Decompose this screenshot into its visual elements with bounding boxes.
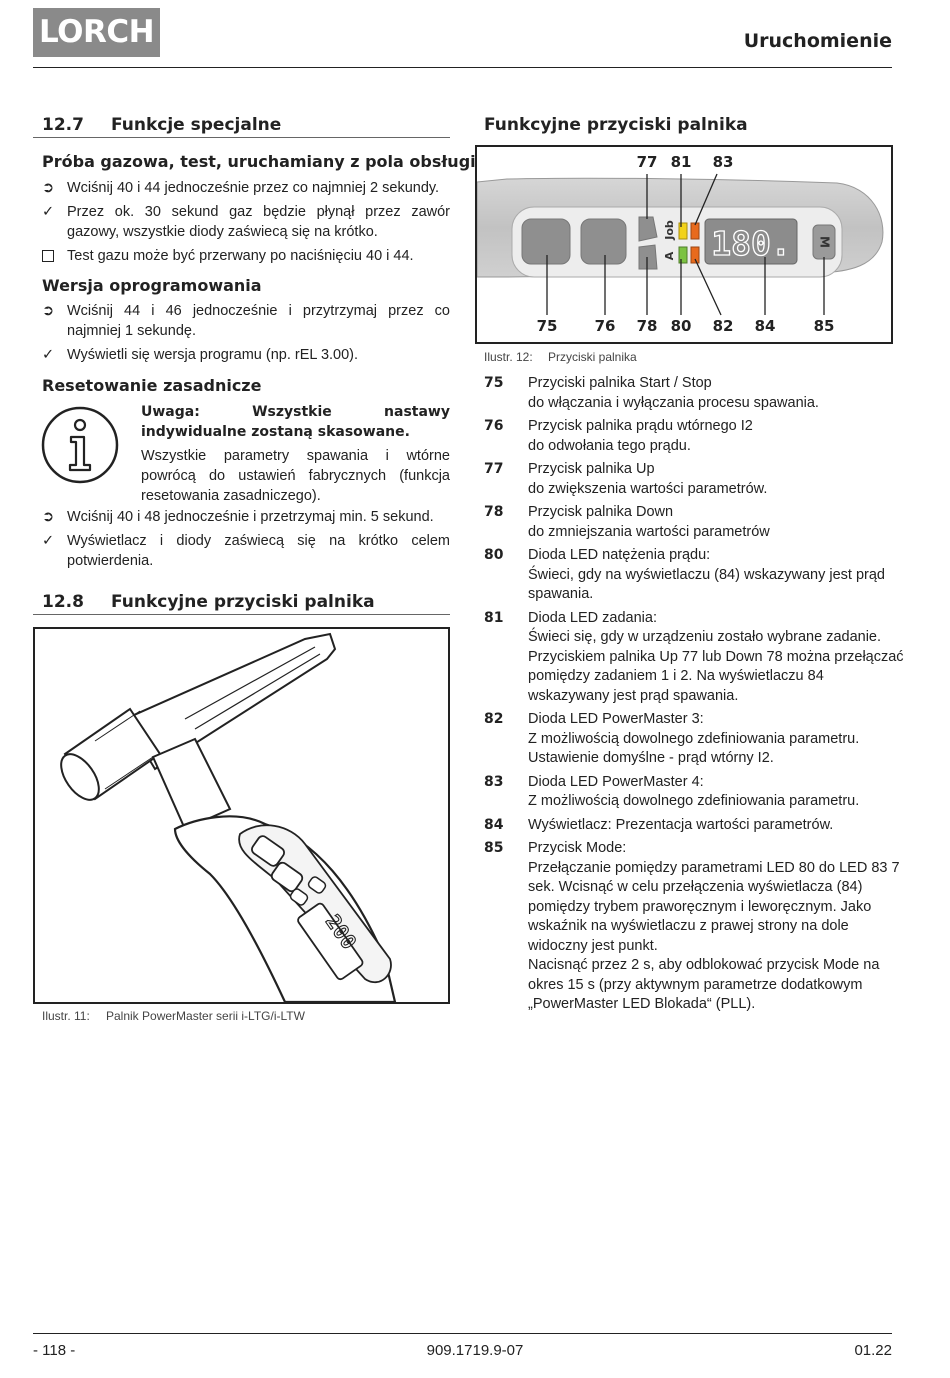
section-rule [33, 137, 450, 138]
torch-panel-diagram [477, 147, 891, 342]
gas-test-list [42, 178, 450, 270]
reference-item: 78 Przycisk palnika Down do zmniejszania wartości parametrów [484, 504, 770, 540]
section-rule [33, 614, 450, 615]
callout-label: 81 [670, 153, 692, 171]
document-date: 01.22 [854, 1342, 892, 1359]
callout-label: 75 [536, 317, 558, 335]
led-82-orange [691, 247, 699, 263]
figure-11-frame [33, 627, 450, 1004]
section-12-8-heading: 12.8 Funkcyjne przyciski palnika [42, 592, 375, 612]
callout-label: 78 [636, 317, 658, 335]
reference-item: 82 Dioda LED PowerMaster 3: Z możliwością dowolnego zdefiniowania parametru. Ustawienie domyślne - prąd wtórny I2. [484, 711, 860, 766]
page-number: - 118 - [33, 1342, 76, 1359]
led-81-yellow [679, 223, 687, 239]
document-number: 909.1719.9-07 [426, 1342, 524, 1359]
header-rule [33, 67, 892, 68]
reference-item: 81 Dioda LED zadania: Świeci się, gdy w urządzeniu zostało wybrane zadanie. Przyciskiem palnika Up 77 lub Down 78 można przełączać pomiędzy zadaniem 1 i 2. Na wyświetlaczu 84 wskazywany jest prąd spawania. [484, 609, 904, 704]
reference-item: 85 Przycisk Mode: Przełączanie pomiędzy parametrami LED 80 do LED 83 7 sek. Wcisnąć w celu przełączenia wyświetlacza (84) pomiędzy trybem praworęcznym i leworęcznym. Jako wskaźnik na wyświetlaczu z prawej strony na dole widoczny jest punkt. Nacisnąć przez 2 s, aby odblokować przycisk Mode na okres 15 s (przy aktywnym parametrze dodatkowym „PowerMaster LED Blokada“ (PLL). [484, 840, 900, 1012]
torch-illustration [35, 629, 448, 1002]
footer-rule [33, 1333, 892, 1334]
callout-label: 77 [636, 153, 658, 171]
reference-list [484, 374, 904, 1019]
callout-label: 76 [594, 317, 616, 335]
reset-heading: Resetowanie zasadnicze [42, 376, 262, 395]
reference-item: 75 Przyciski palnika Start / Stop do włączania i wyłączania procesu spawania. [484, 375, 819, 411]
secondary-current-key [581, 219, 626, 264]
callout-label: 85 [813, 317, 835, 335]
chapter-title: Uruchomienie [743, 30, 892, 52]
figure-11-caption: Ilustr. 11: Palnik PowerMaster serii i-LTG/i-LTW [42, 1009, 305, 1023]
job-led-label: Job [663, 220, 676, 240]
gas-test-heading: Próba gazowa, test, uruchamiany z pola obsługi [42, 152, 476, 171]
lorch-logo: LORCH [33, 8, 160, 57]
checkbox-icon [42, 246, 62, 268]
reset-list [42, 507, 450, 575]
list-item: ✓ Wyświetlacz i diody zaświecą się na krótko celem potwierdenia. [42, 533, 450, 569]
note-text: Wszystkie parametry spawania i wtórne powrócą do ustawień fabrycznych (funkcja resetowania zasadniczego). [141, 448, 450, 504]
reference-item: 84 Wyświetlacz: Prezentacja wartości parametrów. [484, 816, 834, 833]
list-item: ➲ Wciśnij 40 i 48 jednocześnie i przetrzymaj min. 5 sekund. [42, 509, 434, 525]
callout-label: 83 [712, 153, 734, 171]
arrow-icon: ➲ [42, 303, 55, 319]
check-icon: ✓ [42, 204, 55, 220]
led-83-orange [691, 223, 699, 239]
arrow-icon: ➲ [42, 180, 55, 196]
callout-label: 80 [670, 317, 692, 335]
list-item: Test gazu może być przerwany po naciśnięciu 40 i 44. [42, 246, 450, 266]
list-item: ➲ Wciśnij 44 i 46 jednocześnie i przytrzymaj przez co najmniej 1 sekundę. [42, 303, 450, 339]
torch-display-digits: 200 [320, 910, 362, 954]
current-led-label: A [663, 251, 676, 261]
led-80-green [679, 247, 687, 263]
callout-label: 82 [712, 317, 734, 335]
section-12-7-heading: 12.7 Funkcje specjalne [42, 115, 282, 135]
torch-buttons-heading: Funkcyjne przyciski palnika [484, 115, 748, 135]
reference-item: 76 Przycisk palnika prądu wtórnego I2 do odwołania tego prądu. [484, 418, 753, 454]
list-item: ➲ Wciśnij 40 i 44 jednocześnie przez co najmniej 2 sekundy. [42, 180, 440, 196]
reference-item: 77 Przycisk palnika Up do zwiększenia wartości parametrów. [484, 461, 768, 497]
info-icon [40, 405, 120, 485]
list-item: ✓ Przez ok. 30 sekund gaz będzie płynął przez zawór gazowy, wszystkie diody zaświecą się na krótko. [42, 204, 450, 240]
check-icon: ✓ [42, 347, 55, 363]
reset-note [141, 402, 450, 506]
software-version-heading: Wersja oprogramowania [42, 276, 262, 295]
figure-12-caption: Ilustr. 12: Przyciski palnika [484, 350, 637, 364]
reference-item: 80 Dioda LED natężenia prądu: Świeci, gdy na wyświetlaczu (84) wskazywany jest prąd spawania. [484, 547, 885, 602]
note-warning: Uwaga: Wszystkie nastawy indywidualne zostaną skasowane. [141, 404, 450, 440]
mode-key-label: M [817, 236, 832, 248]
callout-label: 84 [754, 317, 776, 335]
arrow-icon: ➲ [42, 509, 55, 525]
software-version-list [42, 301, 450, 369]
start-stop-key [522, 219, 570, 264]
check-icon: ✓ [42, 533, 55, 549]
display-digits: 180. [711, 224, 791, 263]
list-item: ✓ Wyświetli się wersja programu (np. rEL 3.00). [42, 347, 359, 363]
down-key [639, 245, 657, 269]
figure-12-frame [475, 145, 893, 344]
reference-item: 83 Dioda LED PowerMaster 4: Z możliwością dowolnego zdefiniowania parametru. [484, 773, 860, 809]
